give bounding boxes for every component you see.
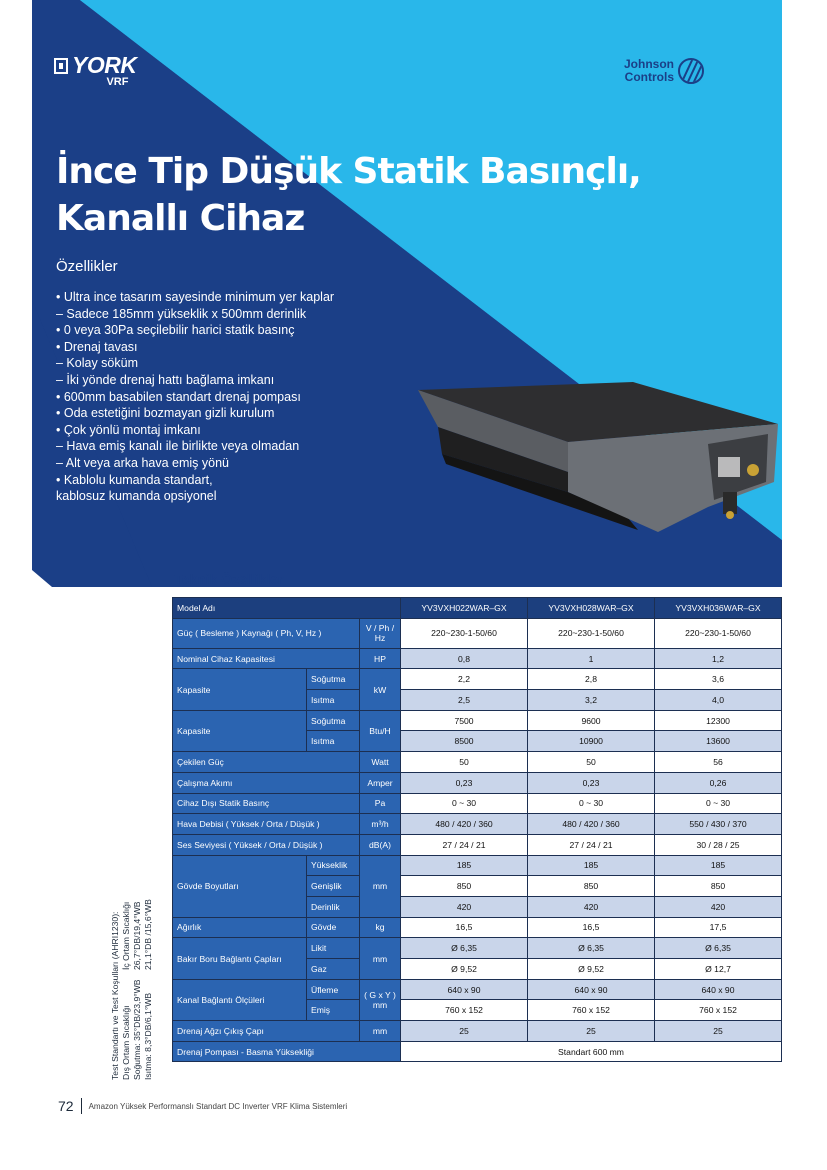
gas-label: Gaz — [307, 959, 360, 980]
liquid-label: Likit — [307, 938, 360, 959]
page-footer — [58, 1098, 347, 1114]
sound-val: 27 / 24 / 21 — [401, 834, 528, 855]
nominal-unit: HP — [360, 648, 401, 669]
cooling-label: Soğutma — [307, 669, 360, 690]
airflow-val: 550 / 430 / 370 — [655, 814, 782, 835]
feature-item: – Sadece 185mm yükseklik x 500mm derinlik — [56, 306, 307, 321]
height-label: Yükseklik — [307, 855, 360, 876]
feature-item: kablosuz kumanda opsiyonel — [56, 489, 217, 504]
blow-val: 640 x 90 — [528, 979, 655, 1000]
table-row — [173, 648, 782, 669]
title-line-2: Kanallı Cihaz — [56, 198, 305, 239]
capacity-val: 2,8 — [528, 669, 655, 690]
model-2: YV3VXH028WAR–GX — [528, 598, 655, 619]
esp-label: Cihaz Dışı Statik Basınç — [173, 793, 360, 814]
suction-label: Emiş — [307, 1000, 360, 1021]
test-note-line: Test Standartı ve Test Koşulları (AHRI1230): — [110, 911, 120, 1080]
model-label: Model Adı — [173, 598, 401, 619]
capacity-val: 10900 — [528, 731, 655, 752]
feature-item: • 600mm basabilen standart drenaj pompası — [56, 389, 301, 404]
hero-banner — [32, 0, 782, 587]
esp-unit: Pa — [360, 793, 401, 814]
power-in-val: 56 — [655, 752, 782, 773]
sound-val: 27 / 24 / 21 — [528, 834, 655, 855]
york-wordmark: YORK — [72, 52, 137, 78]
tech-specs-title: Teknik Özellikler — [174, 571, 284, 587]
spec-table — [172, 597, 782, 1062]
depth-val: 420 — [528, 896, 655, 917]
pump-label: Drenaj Pompası - Basma Yüksekliği — [173, 1041, 401, 1062]
table-row — [173, 834, 782, 855]
feature-item: • Çok yönlü montaj imkanı — [56, 422, 201, 437]
footer-text: Amazon Yüksek Performanslı Standart DC Inverter VRF Klima Sistemleri — [88, 1101, 348, 1111]
feature-item: • Drenaj tavası — [56, 339, 138, 354]
table-row — [173, 979, 782, 1000]
feature-item: • Oda estetiğini bozmayan gizli kurulum — [56, 406, 275, 421]
globe-icon — [678, 58, 704, 84]
weight-sub: Gövde — [307, 917, 360, 938]
weight-label: Ağırlık — [173, 917, 307, 938]
table-row — [173, 793, 782, 814]
sound-label: Ses Seviyesi ( Yüksek / Orta / Düşük ) — [173, 834, 360, 855]
capacity-val: 3,2 — [528, 690, 655, 711]
jc-line1: Johnson — [624, 57, 674, 71]
table-row — [173, 917, 782, 938]
width-val: 850 — [528, 876, 655, 897]
page-number: 72 — [58, 1098, 74, 1114]
blow-val: 640 x 90 — [401, 979, 528, 1000]
capacity-val: 7500 — [401, 710, 528, 731]
york-emblem-icon — [54, 58, 68, 74]
table-row — [173, 669, 782, 690]
test-note-line: 26,7°DB/19,4°WB — [132, 901, 142, 970]
esp-val: 0 ~ 30 — [655, 793, 782, 814]
test-note-line: Soğutma: 35°DB/23,9°WB — [132, 979, 142, 1080]
capacity-val: 12300 — [655, 710, 782, 731]
airflow-val: 480 / 420 / 360 — [401, 814, 528, 835]
duct-unit-image — [418, 382, 778, 542]
width-val: 850 — [655, 876, 782, 897]
cooling-label: Soğutma — [307, 710, 360, 731]
jc-line2: Controls — [624, 70, 674, 84]
capacity-val: 8500 — [401, 731, 528, 752]
table-row — [173, 1041, 782, 1062]
height-val: 185 — [528, 855, 655, 876]
pipe-label: Bakır Boru Bağlantı Çapları — [173, 938, 307, 979]
feature-item: • 0 veya 30Pa seçilebilir harici statik basınç — [56, 323, 295, 338]
feature-item: – Alt veya arka hava emiş yönü — [56, 455, 230, 470]
gas-val: Ø 9,52 — [528, 959, 655, 980]
capacity-val: 2,5 — [401, 690, 528, 711]
title-line-1: İnce Tip Düşük Statik Basınçlı, — [56, 151, 641, 192]
suction-val: 760 x 152 — [528, 1000, 655, 1021]
capacity-btu-label: Kapasite — [173, 710, 307, 751]
weight-val: 16,5 — [401, 917, 528, 938]
power-val: 220~230-1-50/60 — [528, 618, 655, 648]
table-row — [173, 855, 782, 876]
duct-label: Kanal Bağlantı Ölçüleri — [173, 979, 307, 1020]
nominal-val: 0,8 — [401, 648, 528, 669]
capacity-kw-label: Kapasite — [173, 669, 307, 710]
weight-unit: kg — [360, 917, 401, 938]
current-val: 0,23 — [528, 772, 655, 793]
capacity-val: 9600 — [528, 710, 655, 731]
current-val: 0,26 — [655, 772, 782, 793]
suction-val: 760 x 152 — [655, 1000, 782, 1021]
drain-unit: mm — [360, 1021, 401, 1042]
airflow-label: Hava Debisi ( Yüksek / Orta / Düşük ) — [173, 814, 360, 835]
drain-val: 25 — [528, 1021, 655, 1042]
power-val: 220~230-1-50/60 — [401, 618, 528, 648]
features-list — [56, 289, 334, 505]
footer-divider — [81, 1098, 82, 1114]
test-note-line: Isıtma: 8,3°DB/6,1°WB — [143, 992, 153, 1080]
york-logo — [54, 52, 136, 88]
airflow-val: 480 / 420 / 360 — [528, 814, 655, 835]
drain-val: 25 — [401, 1021, 528, 1042]
blow-label: Üfleme — [307, 979, 360, 1000]
test-conditions-note — [110, 850, 182, 1080]
height-val: 185 — [655, 855, 782, 876]
pipe-unit: mm — [360, 938, 401, 979]
power-in-val: 50 — [528, 752, 655, 773]
airflow-unit: m³/h — [360, 814, 401, 835]
heating-label: Isıtma — [307, 690, 360, 711]
drain-label: Drenaj Ağzı Çıkış Çapı — [173, 1021, 360, 1042]
nominal-label: Nominal Cihaz Kapasitesi — [173, 648, 360, 669]
vrf-label: VRF — [106, 76, 129, 88]
gas-val: Ø 12,7 — [655, 959, 782, 980]
width-label: Genişlik — [307, 876, 360, 897]
liquid-val: Ø 6,35 — [401, 938, 528, 959]
feature-item: • Kablolu kumanda standart, — [56, 472, 213, 487]
pump-val: Standart 600 mm — [401, 1041, 782, 1062]
esp-val: 0 ~ 30 — [401, 793, 528, 814]
duct-unit: ( G x Y ) mm — [360, 979, 401, 1020]
nominal-val: 1 — [528, 648, 655, 669]
features-heading: Özellikler — [56, 258, 118, 275]
body-dims-label: Gövde Boyutları — [173, 855, 307, 917]
drain-val: 25 — [655, 1021, 782, 1042]
test-note-line: 21,1°DB /15,6°WB — [143, 899, 153, 970]
test-note-line: İç Ortam Sıcaklığı — [121, 901, 131, 970]
test-note-line: Dış Ortam Sıcaklığı — [121, 1005, 131, 1080]
model-3: YV3VXH036WAR–GX — [655, 598, 782, 619]
power-val: 220~230-1-50/60 — [655, 618, 782, 648]
weight-val: 17,5 — [655, 917, 782, 938]
capacity-btu-unit: Btu/H — [360, 710, 401, 751]
power-unit: V / Ph / Hz — [360, 618, 401, 648]
capacity-val: 3,6 — [655, 669, 782, 690]
table-row — [173, 1021, 782, 1042]
power-label: Güç ( Besleme ) Kaynağı ( Ph, V, Hz ) — [173, 618, 360, 648]
table-row — [173, 598, 782, 619]
feature-item: – İki yönde drenaj hattı bağlama imkanı — [56, 372, 275, 387]
feature-item: – Kolay söküm — [56, 356, 138, 371]
nominal-val: 1,2 — [655, 648, 782, 669]
depth-val: 420 — [655, 896, 782, 917]
table-row — [173, 814, 782, 835]
table-row — [173, 752, 782, 773]
table-row — [173, 772, 782, 793]
depth-val: 420 — [401, 896, 528, 917]
sound-unit: dB(A) — [360, 834, 401, 855]
capacity-val: 4,0 — [655, 690, 782, 711]
esp-val: 0 ~ 30 — [528, 793, 655, 814]
feature-item: • Ultra ince tasarım sayesinde minimum yer kaplar — [56, 290, 335, 304]
capacity-val: 2,2 — [401, 669, 528, 690]
power-in-label: Çekilen Güç — [173, 752, 360, 773]
power-in-val: 50 — [401, 752, 528, 773]
table-row — [173, 618, 782, 648]
current-val: 0,23 — [401, 772, 528, 793]
height-val: 185 — [401, 855, 528, 876]
johnson-controls-logo — [624, 58, 704, 84]
model-1: YV3VXH022WAR–GX — [401, 598, 528, 619]
current-unit: Amper — [360, 772, 401, 793]
gas-val: Ø 9,52 — [401, 959, 528, 980]
suction-val: 760 x 152 — [401, 1000, 528, 1021]
width-val: 850 — [401, 876, 528, 897]
power-in-unit: Watt — [360, 752, 401, 773]
table-row — [173, 710, 782, 731]
capacity-kw-unit: kW — [360, 669, 401, 710]
feature-item: – Hava emiş kanalı ile birlikte veya olmadan — [56, 439, 300, 454]
table-row — [173, 938, 782, 959]
liquid-val: Ø 6,35 — [655, 938, 782, 959]
liquid-val: Ø 6,35 — [528, 938, 655, 959]
blow-val: 640 x 90 — [655, 979, 782, 1000]
page-title — [56, 148, 641, 242]
sound-val: 30 / 28 / 25 — [655, 834, 782, 855]
capacity-val: 13600 — [655, 731, 782, 752]
depth-label: Derinlik — [307, 896, 360, 917]
body-unit: mm — [360, 855, 401, 917]
current-label: Çalışma Akımı — [173, 772, 360, 793]
weight-val: 16,5 — [528, 917, 655, 938]
heating-label: Isıtma — [307, 731, 360, 752]
